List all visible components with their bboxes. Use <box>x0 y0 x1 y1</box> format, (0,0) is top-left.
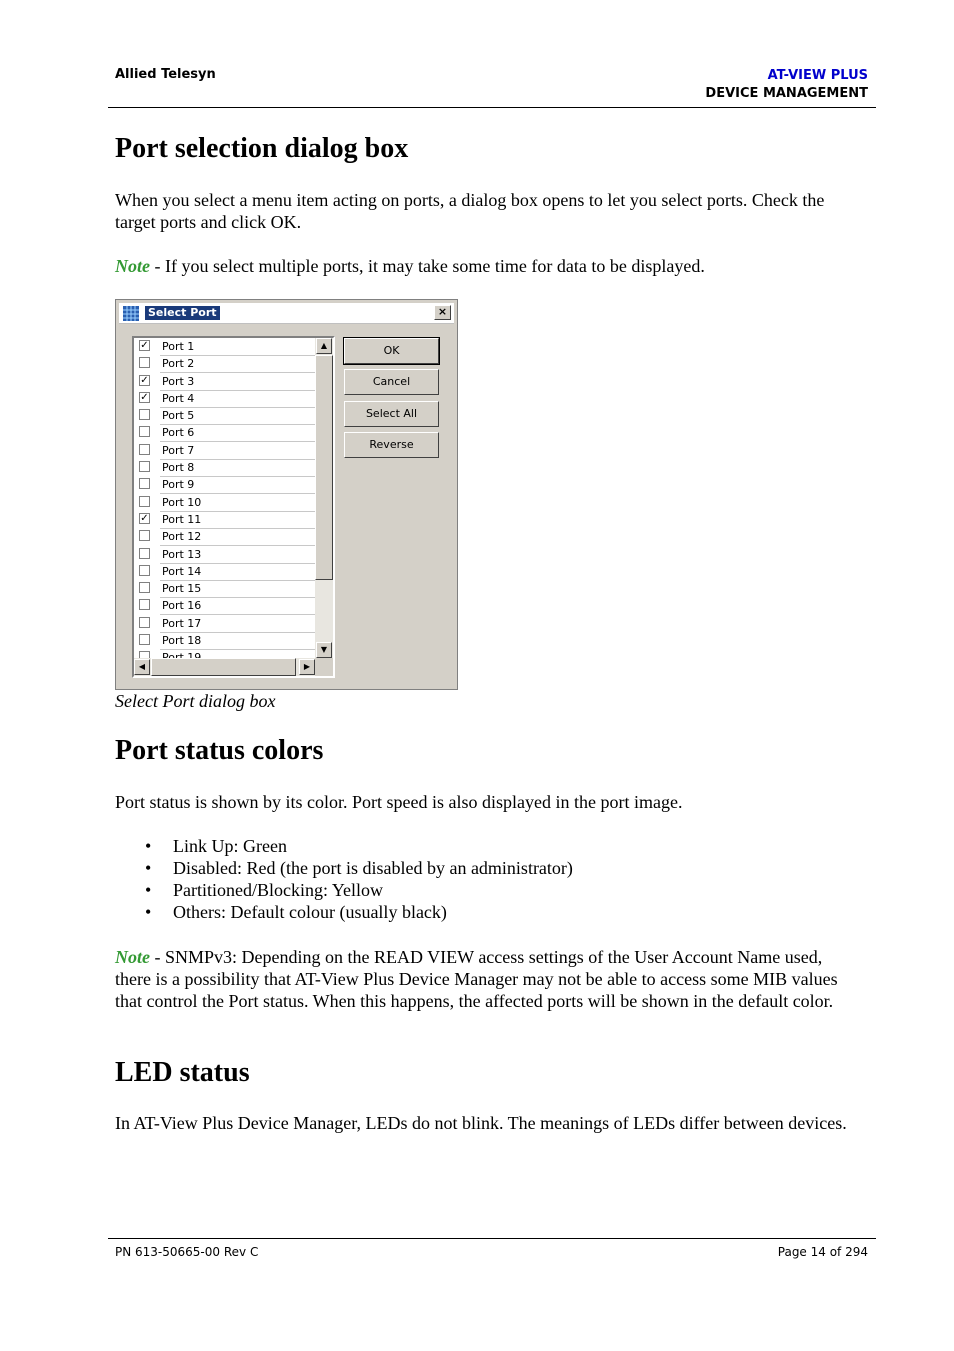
cancel-button[interactable]: Cancel <box>344 369 439 395</box>
part-number: PN 613-50665-00 Rev C <box>115 1245 259 1259</box>
port-list[interactable] <box>132 336 335 678</box>
header-right <box>705 67 868 103</box>
port-label: Port 5 <box>160 407 315 425</box>
scroll-left-icon[interactable]: ◀ <box>134 659 150 675</box>
heading-port-selection: Port selection dialog box <box>115 133 409 164</box>
port-checkbox[interactable]: ✓ <box>140 374 149 386</box>
list-item[interactable] <box>134 355 315 372</box>
dialog-titlebar[interactable] <box>119 303 454 324</box>
port-label: Port 15 <box>160 580 315 598</box>
close-icon[interactable]: × <box>434 305 451 320</box>
port-label: Port 9 <box>160 476 315 494</box>
list-item[interactable] <box>134 615 315 632</box>
list-item[interactable] <box>134 580 315 597</box>
port-label: Port 8 <box>160 459 315 477</box>
note-label: Note <box>115 256 150 276</box>
port-label: Port 4 <box>160 390 315 408</box>
note-text: - If you select multiple ports, it may take some time for data to be displayed. <box>150 256 705 276</box>
port-checkbox[interactable] <box>139 599 150 610</box>
port-label: Port 18 <box>160 632 315 650</box>
product-name: AT-VIEW PLUS <box>767 68 868 83</box>
port-rows <box>134 338 315 667</box>
company-name: Allied Telesyn <box>115 67 216 82</box>
list-item[interactable] <box>134 407 315 424</box>
port-checkbox[interactable] <box>139 444 150 455</box>
vertical-scroll-thumb[interactable] <box>315 355 333 580</box>
port-checkbox[interactable] <box>139 496 150 507</box>
port-status-note <box>115 946 850 1012</box>
port-label: Port 6 <box>160 424 315 442</box>
list-item[interactable] <box>134 528 315 545</box>
list-item: • Disabled: Red (the port is disabled by an administrator) <box>115 857 573 879</box>
reverse-button[interactable]: Reverse <box>344 432 439 458</box>
list-item[interactable] <box>134 632 315 649</box>
heading-port-status: Port status colors <box>115 735 324 766</box>
port-checkbox[interactable] <box>139 530 150 541</box>
list-item[interactable] <box>134 442 315 459</box>
section-name: DEVICE MANAGEMENT <box>705 86 868 101</box>
port-checkbox[interactable] <box>139 565 150 576</box>
list-item[interactable] <box>134 476 315 493</box>
port-checkbox[interactable] <box>139 617 150 628</box>
footer-divider <box>108 1238 876 1239</box>
port-checkbox[interactable] <box>139 461 150 472</box>
list-item: • Link Up: Green <box>115 835 573 857</box>
list-item[interactable] <box>134 373 315 390</box>
figure-caption: Select Port dialog box <box>115 691 276 711</box>
port-label: Port 14 <box>160 563 315 581</box>
port-label: Port 17 <box>160 615 315 633</box>
list-item[interactable] <box>134 597 315 614</box>
port-status-intro: Port status is shown by its color. Port speed is also displayed in the port image. <box>115 792 683 812</box>
port-checkbox[interactable] <box>139 357 150 368</box>
port-label: Port 10 <box>160 494 315 512</box>
list-item: • Others: Default colour (usually black) <box>115 901 573 923</box>
port-label: Port 3 <box>160 373 315 391</box>
port-checkbox[interactable]: ✓ <box>140 512 149 524</box>
list-item[interactable] <box>134 459 315 476</box>
port-label: Port 7 <box>160 442 315 460</box>
vertical-scrollbar[interactable] <box>315 338 333 658</box>
list-item[interactable] <box>134 511 315 528</box>
list-item[interactable] <box>134 546 315 563</box>
scrollbar-corner <box>315 658 333 676</box>
port-checkbox[interactable]: ✓ <box>140 340 149 351</box>
app-grid-icon <box>123 306 139 321</box>
list-item[interactable] <box>134 494 315 511</box>
note-text: - SNMPv3: Depending on the READ VIEW access settings of the User Account Name used, there is a possibility that AT-View Plus Device Manager may not be able to access some MIB values that control the Port status. When this happens, the affected ports will be shown in the default color. <box>115 947 838 1011</box>
port-checkbox[interactable] <box>139 426 150 437</box>
dialog-title: Select Port <box>145 306 220 320</box>
port-label: Port 11 <box>160 511 315 529</box>
list-item[interactable] <box>134 563 315 580</box>
list-item[interactable] <box>134 390 315 407</box>
port-checkbox[interactable] <box>139 582 150 593</box>
port-selection-intro: When you select a menu item acting on ports, a dialog box opens to let you select ports. Check the target ports and click OK. <box>115 190 825 232</box>
select-port-dialog <box>115 299 458 690</box>
scroll-right-icon[interactable]: ▶ <box>299 659 315 675</box>
port-label: Port 13 <box>160 546 315 564</box>
port-label: Port 2 <box>160 355 315 373</box>
port-checkbox[interactable] <box>139 548 150 559</box>
scroll-up-icon[interactable]: ▲ <box>316 338 332 354</box>
horizontal-scrollbar[interactable] <box>134 658 315 676</box>
port-label: Port 16 <box>160 597 315 615</box>
status-color-list <box>115 835 573 923</box>
list-item: • Partitioned/Blocking: Yellow <box>115 879 573 901</box>
note-label: Note <box>115 947 150 967</box>
port-checkbox[interactable] <box>139 478 150 489</box>
select-all-button[interactable]: Select All <box>344 401 439 427</box>
ok-button[interactable]: OK <box>344 338 439 364</box>
page-number: Page 14 of 294 <box>777 1245 868 1259</box>
scroll-down-icon[interactable]: ▼ <box>316 642 332 658</box>
heading-led-status: LED status <box>115 1057 250 1088</box>
port-selection-note <box>115 255 850 277</box>
header-divider <box>108 107 876 108</box>
port-checkbox[interactable] <box>139 634 150 645</box>
port-checkbox[interactable] <box>139 409 150 420</box>
port-checkbox[interactable]: ✓ <box>140 391 149 403</box>
horizontal-scroll-thumb[interactable] <box>151 658 296 676</box>
list-item[interactable] <box>134 338 315 355</box>
port-label: Port 1 <box>160 338 315 356</box>
list-item[interactable] <box>134 424 315 441</box>
led-status-intro: In AT-View Plus Device Manager, LEDs do not blink. The meanings of LEDs differ between devices. <box>115 1113 847 1133</box>
port-label: Port 12 <box>160 528 315 546</box>
